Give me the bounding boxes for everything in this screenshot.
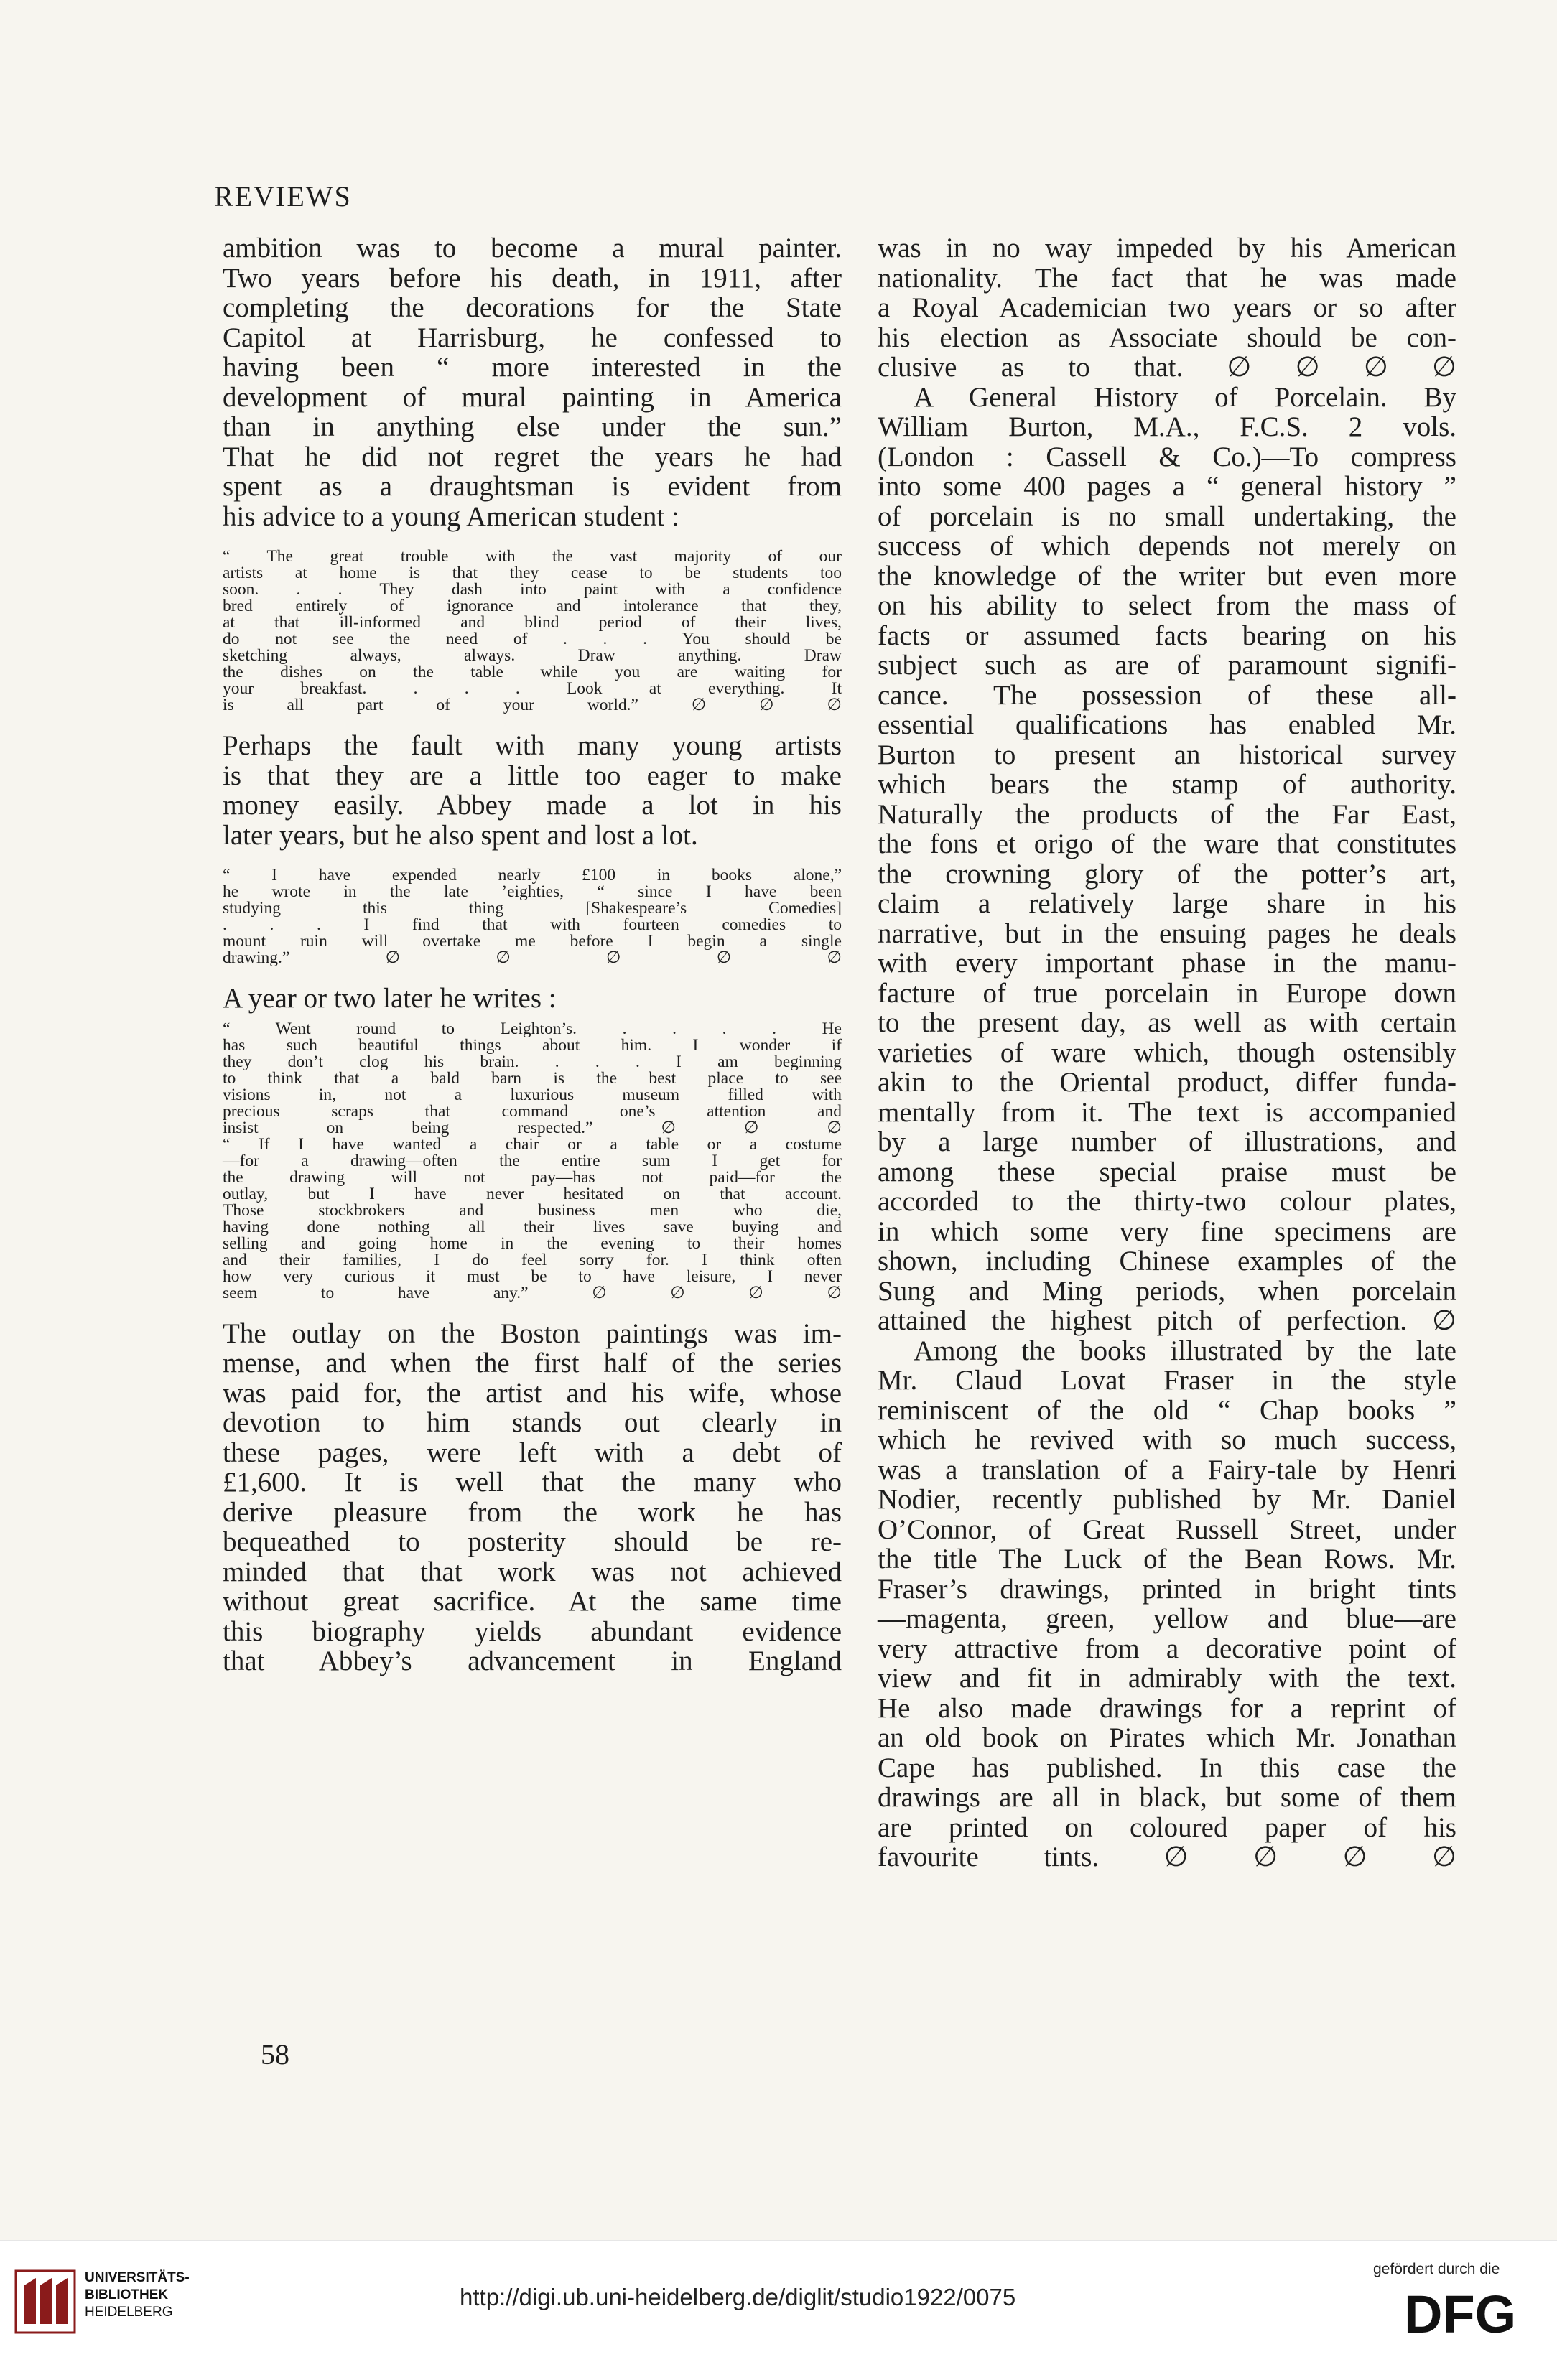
text-line: Capitol at Harrisburg, he confessed to <box>223 322 842 353</box>
text-line: mense, and when the first half of the series <box>223 1348 842 1378</box>
text-line: ambition was to become a mural painter. <box>223 233 842 263</box>
running-header: REVIEWS <box>214 180 352 213</box>
text-line: a Royal Academician two years or so after <box>878 292 1456 323</box>
text-line: accorded to the thirty-two colour plates, <box>878 1186 1456 1217</box>
text-line: the fons et origo of the ware that constitutes <box>878 829 1456 859</box>
quote-line: and their families, I do feel sorry for. I think often <box>223 1250 842 1269</box>
text-line: was in no way impeded by his American <box>878 233 1456 263</box>
text-line: The outlay on the Boston paintings was im- <box>223 1317 842 1349</box>
text-line: favourite tints. ∅ ∅ ∅ ∅ <box>878 1842 1456 1872</box>
paragraph-gap <box>223 966 842 984</box>
quote-line: soon. . . They dash into paint with a confidence <box>223 580 842 599</box>
text-line: into some 400 pages a “ general history ” <box>878 471 1456 502</box>
text-line: success of which depends not merely on <box>878 531 1456 561</box>
page-number: 58 <box>261 2038 289 2071</box>
paragraph-gap <box>223 714 842 731</box>
text-line: than in anything else under the sun.” <box>223 411 842 442</box>
quote-line: the dishes on the table while you are waiting for <box>223 663 842 681</box>
text-line: Among the books illustrated by the late <box>914 1335 1456 1366</box>
quote-line: having done nothing all their lives save buying and <box>223 1217 842 1236</box>
quote-line: he wrote in the late ’eighties, “ since I have been <box>223 882 842 901</box>
text-line: with every important phase in the manu- <box>878 948 1456 979</box>
text-line: development of mural painting in America <box>223 381 842 413</box>
university-library-logo-icon <box>14 2269 76 2334</box>
university-library-name <box>85 2269 190 2321</box>
quote-line: is all part of your world.” ∅ ∅ ∅ <box>223 696 842 714</box>
paragraph-gap <box>223 531 842 549</box>
text-line: Naturally the products of the Far East, <box>878 798 1456 830</box>
text-line: completing the decorations for the State <box>223 292 842 323</box>
text-line: cance. The possession of these all- <box>878 679 1456 711</box>
text-line: bequeathed to posterity should be re- <box>223 1526 842 1557</box>
text-line: without great sacrifice. At the same time <box>223 1586 842 1617</box>
quote-line: your breakfast. . . . Look at everything. It <box>223 679 842 698</box>
text-line: to the present day, as well as with certain <box>878 1007 1456 1038</box>
quote-line: drawing.” ∅ ∅ ∅ ∅ ∅ <box>223 948 842 967</box>
quote-line: visions in, not a luxurious museum filled with <box>223 1085 842 1104</box>
text-line: (London : Cassell & Co.)—To compress <box>878 441 1456 472</box>
text-line: among these special praise must be <box>878 1156 1456 1187</box>
text-line: Two years before his death, in 1911, after <box>223 262 842 294</box>
text-line: essential qualifications has enabled Mr. <box>878 709 1456 740</box>
text-line: view and fit in admirably with the text. <box>878 1663 1456 1694</box>
text-line: which bears the stamp of authority. <box>878 769 1456 800</box>
text-line: money easily. Abbey made a lot in his <box>223 790 842 821</box>
quote-line: precious scraps that command one’s attention and <box>223 1101 842 1121</box>
quote-line: studying this thing [Shakespeare’s Comedies] <box>223 899 842 918</box>
text-line: these pages, were left with a debt of <box>223 1437 842 1468</box>
text-line: Mr. Claud Lovat Fraser in the style <box>878 1365 1456 1396</box>
text-line: Perhaps the fault with many young artists <box>223 730 842 761</box>
text-line: William Burton, M.A., F.C.S. 2 vols. <box>878 411 1456 442</box>
text-line: is that they are a little too eager to make <box>223 760 842 791</box>
quote-line: —for a drawing—often the entire sum I get for <box>223 1151 842 1170</box>
library-name-line: UNIVERSITÄTS- <box>85 2270 190 2285</box>
text-line: facts or assumed facts bearing on his <box>878 620 1456 651</box>
text-line: his advice to a young American student : <box>223 500 679 532</box>
quote-line: “ If I have wanted a chair or a table or a costume <box>223 1134 842 1154</box>
text-line: very attractive from a decorative point of <box>878 1633 1456 1664</box>
text-line: Fraser’s drawings, printed in bright tints <box>878 1573 1456 1605</box>
paragraph-gap <box>223 1302 842 1319</box>
quote-line: bred entirely of ignorance and intolerance that they, <box>223 597 842 615</box>
quote-line: to think that a bald barn is the best place to see <box>223 1068 842 1088</box>
quote-line: selling and going home in the evening to their homes <box>223 1233 842 1253</box>
text-line: in which some very fine specimens are <box>878 1215 1456 1247</box>
text-line: drawings are all in black, but some of them <box>878 1782 1456 1813</box>
library-name-line: BIBLIOTHEK <box>85 2287 169 2302</box>
text-line: Nodier, recently published by Mr. Daniel <box>878 1484 1456 1515</box>
text-line: devotion to him stands out clearly in <box>223 1407 842 1438</box>
text-line: A General History of Porcelain. By <box>914 381 1456 413</box>
text-line: claim a relatively large share in his <box>878 888 1456 919</box>
text-line: shown, including Chinese examples of the <box>878 1246 1456 1277</box>
text-line: are printed on coloured paper of his <box>878 1811 1456 1843</box>
text-line: —magenta, green, yellow and blue—are <box>878 1603 1456 1634</box>
text-line: this biography yields abundant evidence <box>223 1615 842 1647</box>
text-line: on his ability to select from the mass of <box>878 590 1456 621</box>
library-name-line: HEIDELBERG <box>85 2305 173 2320</box>
text-line: That he did not regret the years he had <box>223 441 842 472</box>
text-line: Cape has published. In this case the <box>878 1752 1456 1783</box>
text-line: the knowledge of the writer but even more <box>878 560 1456 592</box>
text-line: akin to the Oriental product, differ funda- <box>878 1067 1456 1098</box>
permalink-url[interactable]: http://digi.ub.uni-heidelberg.de/diglit/studio1922/0075 <box>460 2284 1016 2310</box>
text-line: clusive as to that. ∅ ∅ ∅ ∅ <box>878 352 1456 383</box>
quote-line: how very curious it must be to have leisure, I never <box>223 1266 842 1286</box>
quote-line: Those stockbrokers and business men who die, <box>223 1200 842 1220</box>
text-line: that Abbey’s advancement in England <box>223 1646 842 1676</box>
text-line: reminiscent of the old “ Chap books ” <box>878 1394 1456 1426</box>
text-line: which he revived with so much success, <box>878 1424 1456 1455</box>
dfg-logo-text: DFG <box>1404 2288 1517 2338</box>
text-line: attained the highest pitch of perfection. ∅ <box>878 1305 1456 1336</box>
text-line: an old book on Pirates which Mr. Jonathan <box>878 1722 1456 1753</box>
quote-line: mount ruin will overtake me before I begin a single <box>223 932 842 951</box>
left-column <box>223 233 842 1676</box>
quote-line: insist on being respected.” ∅ ∅ ∅ <box>223 1118 842 1137</box>
quote-line: . . . I find that with fourteen comedies to <box>223 915 842 934</box>
text-line: minded that that work was not achieved <box>223 1556 842 1587</box>
paragraph-gap <box>223 850 842 867</box>
text-line: of porcelain is no small undertaking, the <box>878 500 1456 532</box>
text-line: £1,600. It is well that the many who <box>223 1467 842 1498</box>
text-line: the title The Luck of the Bean Rows. Mr. <box>878 1544 1456 1574</box>
text-line: subject such as are of paramount signifi- <box>878 650 1456 681</box>
quote-line: do not see the need of . . . You should be <box>223 630 842 648</box>
text-line: derive pleasure from the work he has <box>223 1496 842 1528</box>
text-line: He also made drawings for a reprint of <box>878 1692 1456 1724</box>
quote-line: has such beautiful things about him. I wonder if <box>223 1035 842 1055</box>
quote-line: outlay, but I have never hesitated on that account. <box>223 1184 842 1203</box>
quote-line: they don’t clog his brain. . . . I am beginning <box>223 1052 842 1071</box>
quote-line: “ Went round to Leighton’s. . . . . He <box>223 1019 842 1038</box>
text-line: later years, but he also spent and lost a lot. <box>223 819 698 851</box>
quote-line: “ I have expended nearly £100 in books alone,” <box>223 866 842 885</box>
dfg-logo-icon <box>1404 2288 1540 2338</box>
text-line: O’Connor, of Great Russell Street, under <box>878 1513 1456 1545</box>
funding-caption: gefördert durch die <box>1373 2261 1500 2277</box>
quote-line: artists at home is that they cease to be students too <box>223 564 842 582</box>
text-line: was paid for, the artist and his wife, whose <box>223 1377 842 1409</box>
text-line: spent as a draughtsman is evident from <box>223 471 842 502</box>
quote-line: seem to have any.” ∅ ∅ ∅ ∅ <box>223 1283 842 1302</box>
text-line: nationality. The fact that he was made <box>878 262 1456 294</box>
text-line: varieties of ware which, though ostensibly <box>878 1037 1456 1068</box>
text-line: Burton to present an historical survey <box>878 739 1456 770</box>
text-line: having been “ more interested in the <box>223 352 842 383</box>
text-line: facture of true porcelain in Europe down <box>878 977 1456 1009</box>
text-line: by a large number of illustrations, and <box>878 1126 1456 1157</box>
right-column <box>878 233 1456 1872</box>
quote-line: sketching always, always. Draw anything. Draw <box>223 646 842 665</box>
text-line: was a translation of a Fairy-tale by Henri <box>878 1454 1456 1485</box>
quote-line: at that ill-informed and blind period of their lives, <box>223 613 842 632</box>
text-line: the crowning glory of the potter’s art, <box>878 858 1456 890</box>
text-line: narrative, but in the ensuing pages he deals <box>878 918 1456 949</box>
text-line: his election as Associate should be con- <box>878 322 1456 353</box>
quote-line: the drawing will not pay—has not paid—for the <box>223 1167 842 1187</box>
quote-line: “ The great trouble with the vast majority of our <box>223 547 842 566</box>
text-line: mentally from it. The text is accompanied <box>878 1096 1456 1128</box>
digitization-footer <box>0 2240 1557 2380</box>
text-line: Sung and Ming periods, when porcelain <box>878 1275 1456 1307</box>
text-line: A year or two later he writes : <box>223 983 557 1014</box>
